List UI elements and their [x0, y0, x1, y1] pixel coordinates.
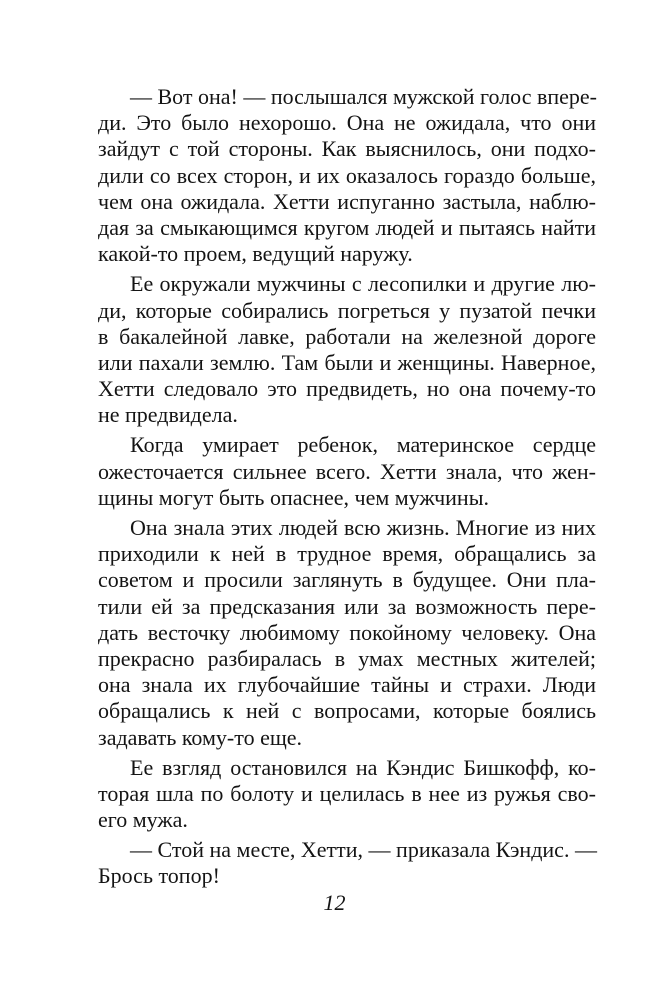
text-line: в бакалейной лавке, работали на железной дороге [98, 323, 596, 349]
text-line: его мужа. [98, 807, 188, 833]
text-line: советом и просили заглянуть в будущее. Они пла- [98, 567, 596, 593]
text-line: обращались к ней с вопросами, которые боялись [98, 698, 596, 724]
text-line: торая шла по болоту и целилась в нее из ружья сво- [98, 780, 596, 806]
text-line: — Вот она! — послышался мужской голос впере- [130, 84, 598, 109]
paragraph [98, 837, 596, 889]
text-line: зайдут с той стороны. Как выяснилось, они подхо- [98, 136, 596, 162]
text-line: какой-то проем, ведущий наружу. [98, 241, 413, 267]
text-line: — Стой на месте, Хетти, — приказала Кэндис. — [130, 837, 597, 863]
text-line: она знала их глубочайшие тайны и страхи. Люди [98, 672, 596, 698]
text-line: Брось топор! [98, 863, 220, 889]
text-line: Ее взгляд остановился на Кэндис Бишкофф, ко- [130, 754, 596, 780]
paragraph [98, 515, 596, 751]
text-line: дая за смыкающимся кругом людей и пытаясь найти [98, 214, 596, 240]
text-line: ди. Это было нехорошо. Она не ожидала, что они [98, 110, 596, 136]
text-line: тили ей за предсказания или за возможность пере- [98, 593, 596, 619]
text-line: щины могут быть опаснее, чем мужчины. [98, 484, 489, 510]
text-line: дать весточку любимому покойному человеку. Она [98, 619, 596, 645]
paragraph [98, 84, 596, 267]
text-line: Когда умирает ребенок, материнское сердце [130, 432, 596, 458]
text-line: Ее окружали мужчины с лесопилки и другие лю- [130, 271, 596, 297]
text-line: прекрасно разбиралась в умах местных жителей; [98, 645, 596, 671]
paragraph [98, 432, 596, 511]
text-line: чем она ожидала. Хетти испуганно застыла, наблю- [98, 188, 596, 214]
text-line: Хетти следовало это предвидеть, но она почему-то [98, 376, 596, 402]
text-line: не предвидела. [98, 402, 238, 428]
body-text [98, 84, 596, 890]
text-line: задавать кому-то еще. [98, 724, 303, 750]
text-line: или пахали землю. Там были и женщины. Наверное, [98, 349, 596, 375]
paragraph [98, 755, 596, 834]
page-number: 12 [323, 890, 346, 915]
paragraph [98, 271, 596, 428]
text-line: приходили к ней в трудное время, обращались за [98, 541, 596, 567]
text-line: ди, которые собирались погреться у пузатой печки [98, 297, 596, 323]
text-line: ожесточается сильнее всего. Хетти знала, что жен- [98, 458, 596, 484]
text-line: дили со всех сторон, и их оказалось гораздо больше, [98, 162, 596, 188]
text-line: Она знала этих людей всю жизнь. Многие из них [130, 515, 596, 540]
